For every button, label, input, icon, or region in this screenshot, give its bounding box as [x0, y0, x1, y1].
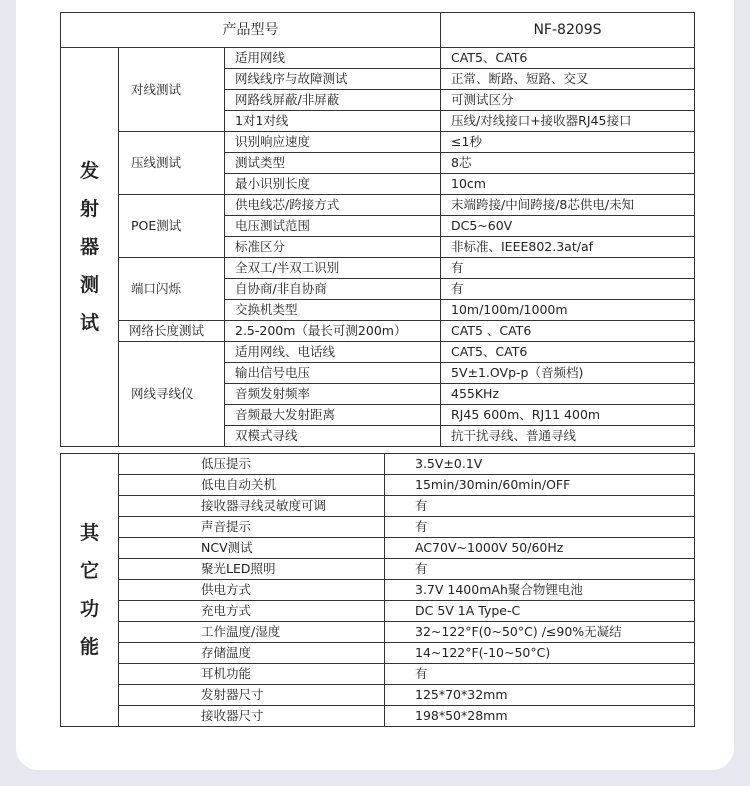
transmitter-spec-table [60, 12, 695, 447]
item-name: 接收器寻线灵敏度可调 [119, 496, 385, 517]
group-name: 网络长度测试 [119, 321, 225, 342]
group-name: 端口闪烁 [119, 258, 225, 321]
item-value: 非标准、IEEE802.3at/af [441, 237, 695, 258]
item-name: 测试类型 [225, 153, 441, 174]
section-label-char: 器 [79, 236, 99, 258]
table-row [61, 601, 695, 622]
section-label-char: 发 [79, 160, 99, 182]
group-name: POE测试 [119, 195, 225, 258]
item-value: 正常、断路、短路、交叉 [441, 69, 695, 90]
item-value: 抗干扰寻线、普通寻线 [441, 426, 695, 447]
item-name: 工作温度/湿度 [119, 622, 385, 643]
item-name: 双模式寻线 [225, 426, 441, 447]
group-name: 网线寻线仪 [119, 342, 225, 447]
item-value: 末端跨接/中间跨接/8芯供电/未知 [441, 195, 695, 216]
item-name: 发射器尺寸 [119, 685, 385, 706]
table-row [61, 195, 695, 216]
item-value: CAT5 、CAT6 [441, 321, 695, 342]
section-label-char: 它 [79, 560, 99, 582]
item-name: 接收器尺寸 [119, 706, 385, 727]
item-name: 交换机类型 [225, 300, 441, 321]
group-name: 对线测试 [119, 48, 225, 132]
item-value: 3.5V±0.1V [385, 454, 695, 475]
item-value: CAT5、CAT6 [441, 48, 695, 69]
section-label-char: 射 [79, 198, 99, 220]
table-row [61, 496, 695, 517]
table-row [61, 685, 695, 706]
item-value: 有 [441, 279, 695, 300]
item-value: 14~122°F(-10~50°C) [385, 643, 695, 664]
table-row [61, 454, 695, 475]
item-name: 存储温度 [119, 643, 385, 664]
table-row [61, 559, 695, 580]
section-label-char: 其 [79, 522, 99, 544]
item-name: 适用网线、电话线 [225, 342, 441, 363]
table-row [61, 622, 695, 643]
item-value: 压线/对线接口+接收器RJ45接口 [441, 111, 695, 132]
table-row [61, 580, 695, 601]
item-value: 10cm [441, 174, 695, 195]
item-name: 供电方式 [119, 580, 385, 601]
header-model: NF-8209S [441, 13, 695, 48]
item-name: 适用网线 [225, 48, 441, 69]
table-row [61, 706, 695, 727]
item-value: 10m/100m/1000m [441, 300, 695, 321]
table-row [61, 132, 695, 153]
section-label-char: 测 [79, 274, 99, 296]
table-row [61, 321, 695, 342]
item-name: 输出信号电压 [225, 363, 441, 384]
item-name: 标准区分 [225, 237, 441, 258]
item-name: 音频最大发射距离 [225, 405, 441, 426]
item-value: ≤1秒 [441, 132, 695, 153]
item-value: 可测试区分 [441, 90, 695, 111]
item-value: 有 [385, 517, 695, 538]
item-name: 1对1对线 [225, 111, 441, 132]
item-name: 聚光LED照明 [119, 559, 385, 580]
item-value: 8芯 [441, 153, 695, 174]
section-label-char: 试 [79, 312, 99, 334]
table-row [61, 538, 695, 559]
item-value: DC 5V 1A Type-C [385, 601, 695, 622]
item-name: 识别响应速度 [225, 132, 441, 153]
table-row [61, 48, 695, 69]
item-name: 耳机功能 [119, 664, 385, 685]
item-value: 有 [385, 664, 695, 685]
item-value: 有 [385, 496, 695, 517]
item-value: AC70V~1000V 50/60Hz [385, 538, 695, 559]
item-value: 125*70*32mm [385, 685, 695, 706]
item-value: DC5~60V [441, 216, 695, 237]
item-value: 有 [441, 258, 695, 279]
item-name: 电压测试范围 [225, 216, 441, 237]
item-value: 5V±1.OVp-p（音频档) [441, 363, 695, 384]
item-value: CAT5、CAT6 [441, 342, 695, 363]
group-name: 压线测试 [119, 132, 225, 195]
item-value: 3.7V 1400mAh聚合物锂电池 [385, 580, 695, 601]
item-name: 自协商/非自协商 [225, 279, 441, 300]
header-label: 产品型号 [61, 13, 441, 48]
table-row [61, 664, 695, 685]
item-value: 有 [385, 559, 695, 580]
table-row [61, 342, 695, 363]
section-label-char: 能 [79, 636, 99, 658]
table-row [61, 258, 695, 279]
item-name: 低电自动关机 [119, 475, 385, 496]
item-name: 全双工/半双工识别 [225, 258, 441, 279]
item-name: 低压提示 [119, 454, 385, 475]
section-label-transmitter [61, 48, 119, 447]
item-name: NCV测试 [119, 538, 385, 559]
header-row [61, 13, 695, 48]
item-value: 15min/30min/60min/OFF [385, 475, 695, 496]
section-label-other [61, 454, 119, 727]
item-name: 网路线屏蔽/非屏蔽 [225, 90, 441, 111]
item-value: RJ45 600m、RJ11 400m [441, 405, 695, 426]
item-name: 最小识别长度 [225, 174, 441, 195]
item-name: 网线线序与故障测试 [225, 69, 441, 90]
section-label-char: 功 [79, 598, 99, 620]
table-row [61, 643, 695, 664]
item-value: 32~122°F(0~50°C) /≤90%无凝结 [385, 622, 695, 643]
item-name: 充电方式 [119, 601, 385, 622]
item-value: 455KHz [441, 384, 695, 405]
item-name: 供电线芯/跨接方式 [225, 195, 441, 216]
item-name: 2.5-200m（最长可测200m） [225, 321, 441, 342]
table-row [61, 517, 695, 538]
table-row [61, 475, 695, 496]
other-functions-table [60, 453, 695, 727]
item-name: 声音提示 [119, 517, 385, 538]
item-value: 198*50*28mm [385, 706, 695, 727]
item-name: 音频发射频率 [225, 384, 441, 405]
